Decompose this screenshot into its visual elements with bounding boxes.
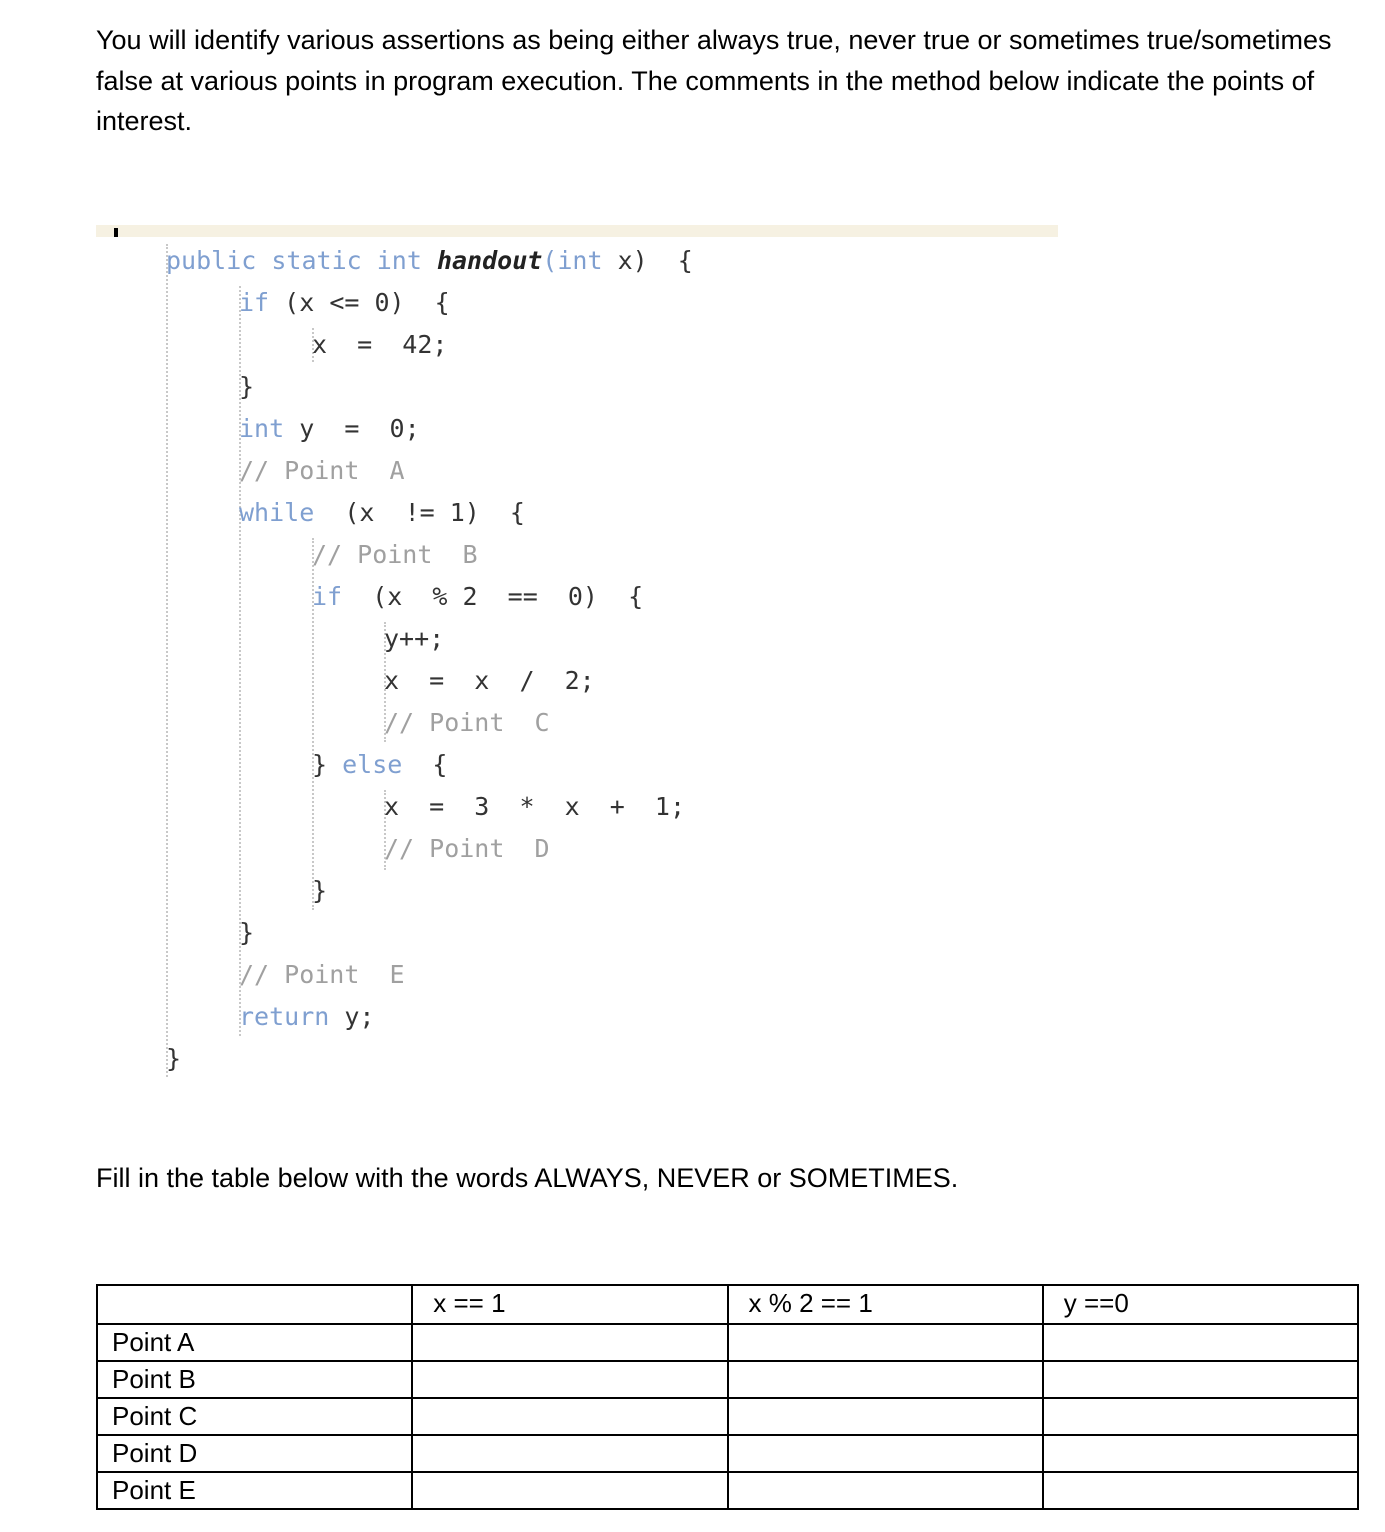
- answer-cell[interactable]: [1043, 1361, 1358, 1398]
- code-line-declare-y: [239, 408, 420, 450]
- code-header-bar: [96, 225, 1058, 237]
- code-keyword: if: [312, 582, 343, 611]
- code-line-return: [239, 996, 374, 1038]
- answer-cell[interactable]: [728, 1398, 1043, 1435]
- code-line-if-even: [312, 576, 643, 618]
- code-text: x = 3 * x + 1;: [384, 792, 686, 821]
- answer-cell[interactable]: [412, 1435, 727, 1472]
- header-cell-corner: [97, 1285, 412, 1324]
- code-comment-point-c: // Point C: [384, 708, 550, 737]
- answer-cell[interactable]: [1043, 1435, 1358, 1472]
- row-label: Point D: [97, 1435, 412, 1472]
- code-line-close-else: [312, 870, 327, 912]
- code-line-triple-x: [384, 786, 685, 828]
- row-label: Point C: [97, 1398, 412, 1435]
- code-comment-point-d: // Point D: [384, 834, 550, 863]
- code-keyword: int: [239, 414, 285, 443]
- table-row: [97, 1435, 1358, 1472]
- indent-guide: [166, 244, 168, 1077]
- answer-table: [96, 1284, 1359, 1510]
- intro-paragraph: You will identify various assertions as being either always true, never true or sometimes true/sometimes false at various points in program execution. The comments in the method below indicate the points of interest.: [96, 25, 1332, 136]
- code-line-else: [312, 744, 447, 786]
- answer-cell[interactable]: [412, 1472, 727, 1509]
- code-text: x = x / 2;: [384, 666, 595, 695]
- code-text: (x % 2 == 0) {: [342, 582, 644, 611]
- code-line-close-while: [239, 912, 254, 954]
- code-line-close-if: [239, 366, 254, 408]
- code-line-increment-y: [384, 618, 444, 660]
- answer-cell[interactable]: [412, 1324, 727, 1361]
- answer-cell[interactable]: [728, 1435, 1043, 1472]
- header-cell-x-equals-1: x == 1: [412, 1285, 727, 1324]
- code-line-assign: [312, 324, 447, 366]
- table-header-row: [97, 1285, 1358, 1324]
- header-cell-y-equals-0: y ==0: [1043, 1285, 1358, 1324]
- code-keyword: public static int: [166, 246, 437, 275]
- code-text: }: [312, 750, 328, 779]
- answer-cell[interactable]: [728, 1361, 1043, 1398]
- code-keyword: return: [239, 1002, 330, 1031]
- table-row: [97, 1324, 1358, 1361]
- answer-cell[interactable]: [728, 1324, 1043, 1361]
- table-row: [97, 1361, 1358, 1398]
- code-keyword: else: [327, 750, 403, 779]
- code-line-signature: [166, 240, 693, 282]
- table-instruction: Fill in the table below with the words ALWAYS, NEVER or SOMETIMES.: [96, 1163, 959, 1193]
- code-text: }: [166, 1044, 182, 1073]
- code-keyword: (int: [542, 246, 618, 275]
- answer-cell[interactable]: [1043, 1472, 1358, 1509]
- bar-marker: [114, 228, 118, 237]
- code-comment-point-a: // Point A: [239, 456, 405, 485]
- row-label: Point E: [97, 1472, 412, 1509]
- row-label: Point A: [97, 1324, 412, 1361]
- code-text: y = 0;: [284, 414, 420, 443]
- answer-cell[interactable]: [728, 1472, 1043, 1509]
- table-row: [97, 1472, 1358, 1509]
- code-text: {: [402, 750, 448, 779]
- answer-cell[interactable]: [412, 1398, 727, 1435]
- code-text: y++;: [384, 624, 445, 653]
- code-line-halve-x: [384, 660, 595, 702]
- code-line-if: [239, 282, 450, 324]
- code-line-while: [239, 492, 525, 534]
- code-text: (x != 1) {: [314, 498, 525, 527]
- code-method-name: handout: [436, 246, 543, 275]
- code-text: x = 42;: [312, 330, 448, 359]
- code-text: (x <= 0) {: [269, 288, 450, 317]
- code-text: }: [239, 918, 255, 947]
- table-row: [97, 1398, 1358, 1435]
- code-text: x) {: [617, 246, 693, 275]
- code-line-close-method: [166, 1038, 181, 1080]
- answer-cell[interactable]: [1043, 1398, 1358, 1435]
- code-text: }: [239, 372, 255, 401]
- row-label: Point B: [97, 1361, 412, 1398]
- code-text: y;: [329, 1002, 375, 1031]
- answer-cell[interactable]: [412, 1361, 727, 1398]
- code-comment-point-b: // Point B: [312, 540, 478, 569]
- code-keyword: while: [239, 498, 315, 527]
- header-cell-x-mod-2: x % 2 == 1: [728, 1285, 1043, 1324]
- code-keyword: if: [239, 288, 270, 317]
- answer-cell[interactable]: [1043, 1324, 1358, 1361]
- code-comment-point-e: // Point E: [239, 960, 405, 989]
- code-text: }: [312, 876, 328, 905]
